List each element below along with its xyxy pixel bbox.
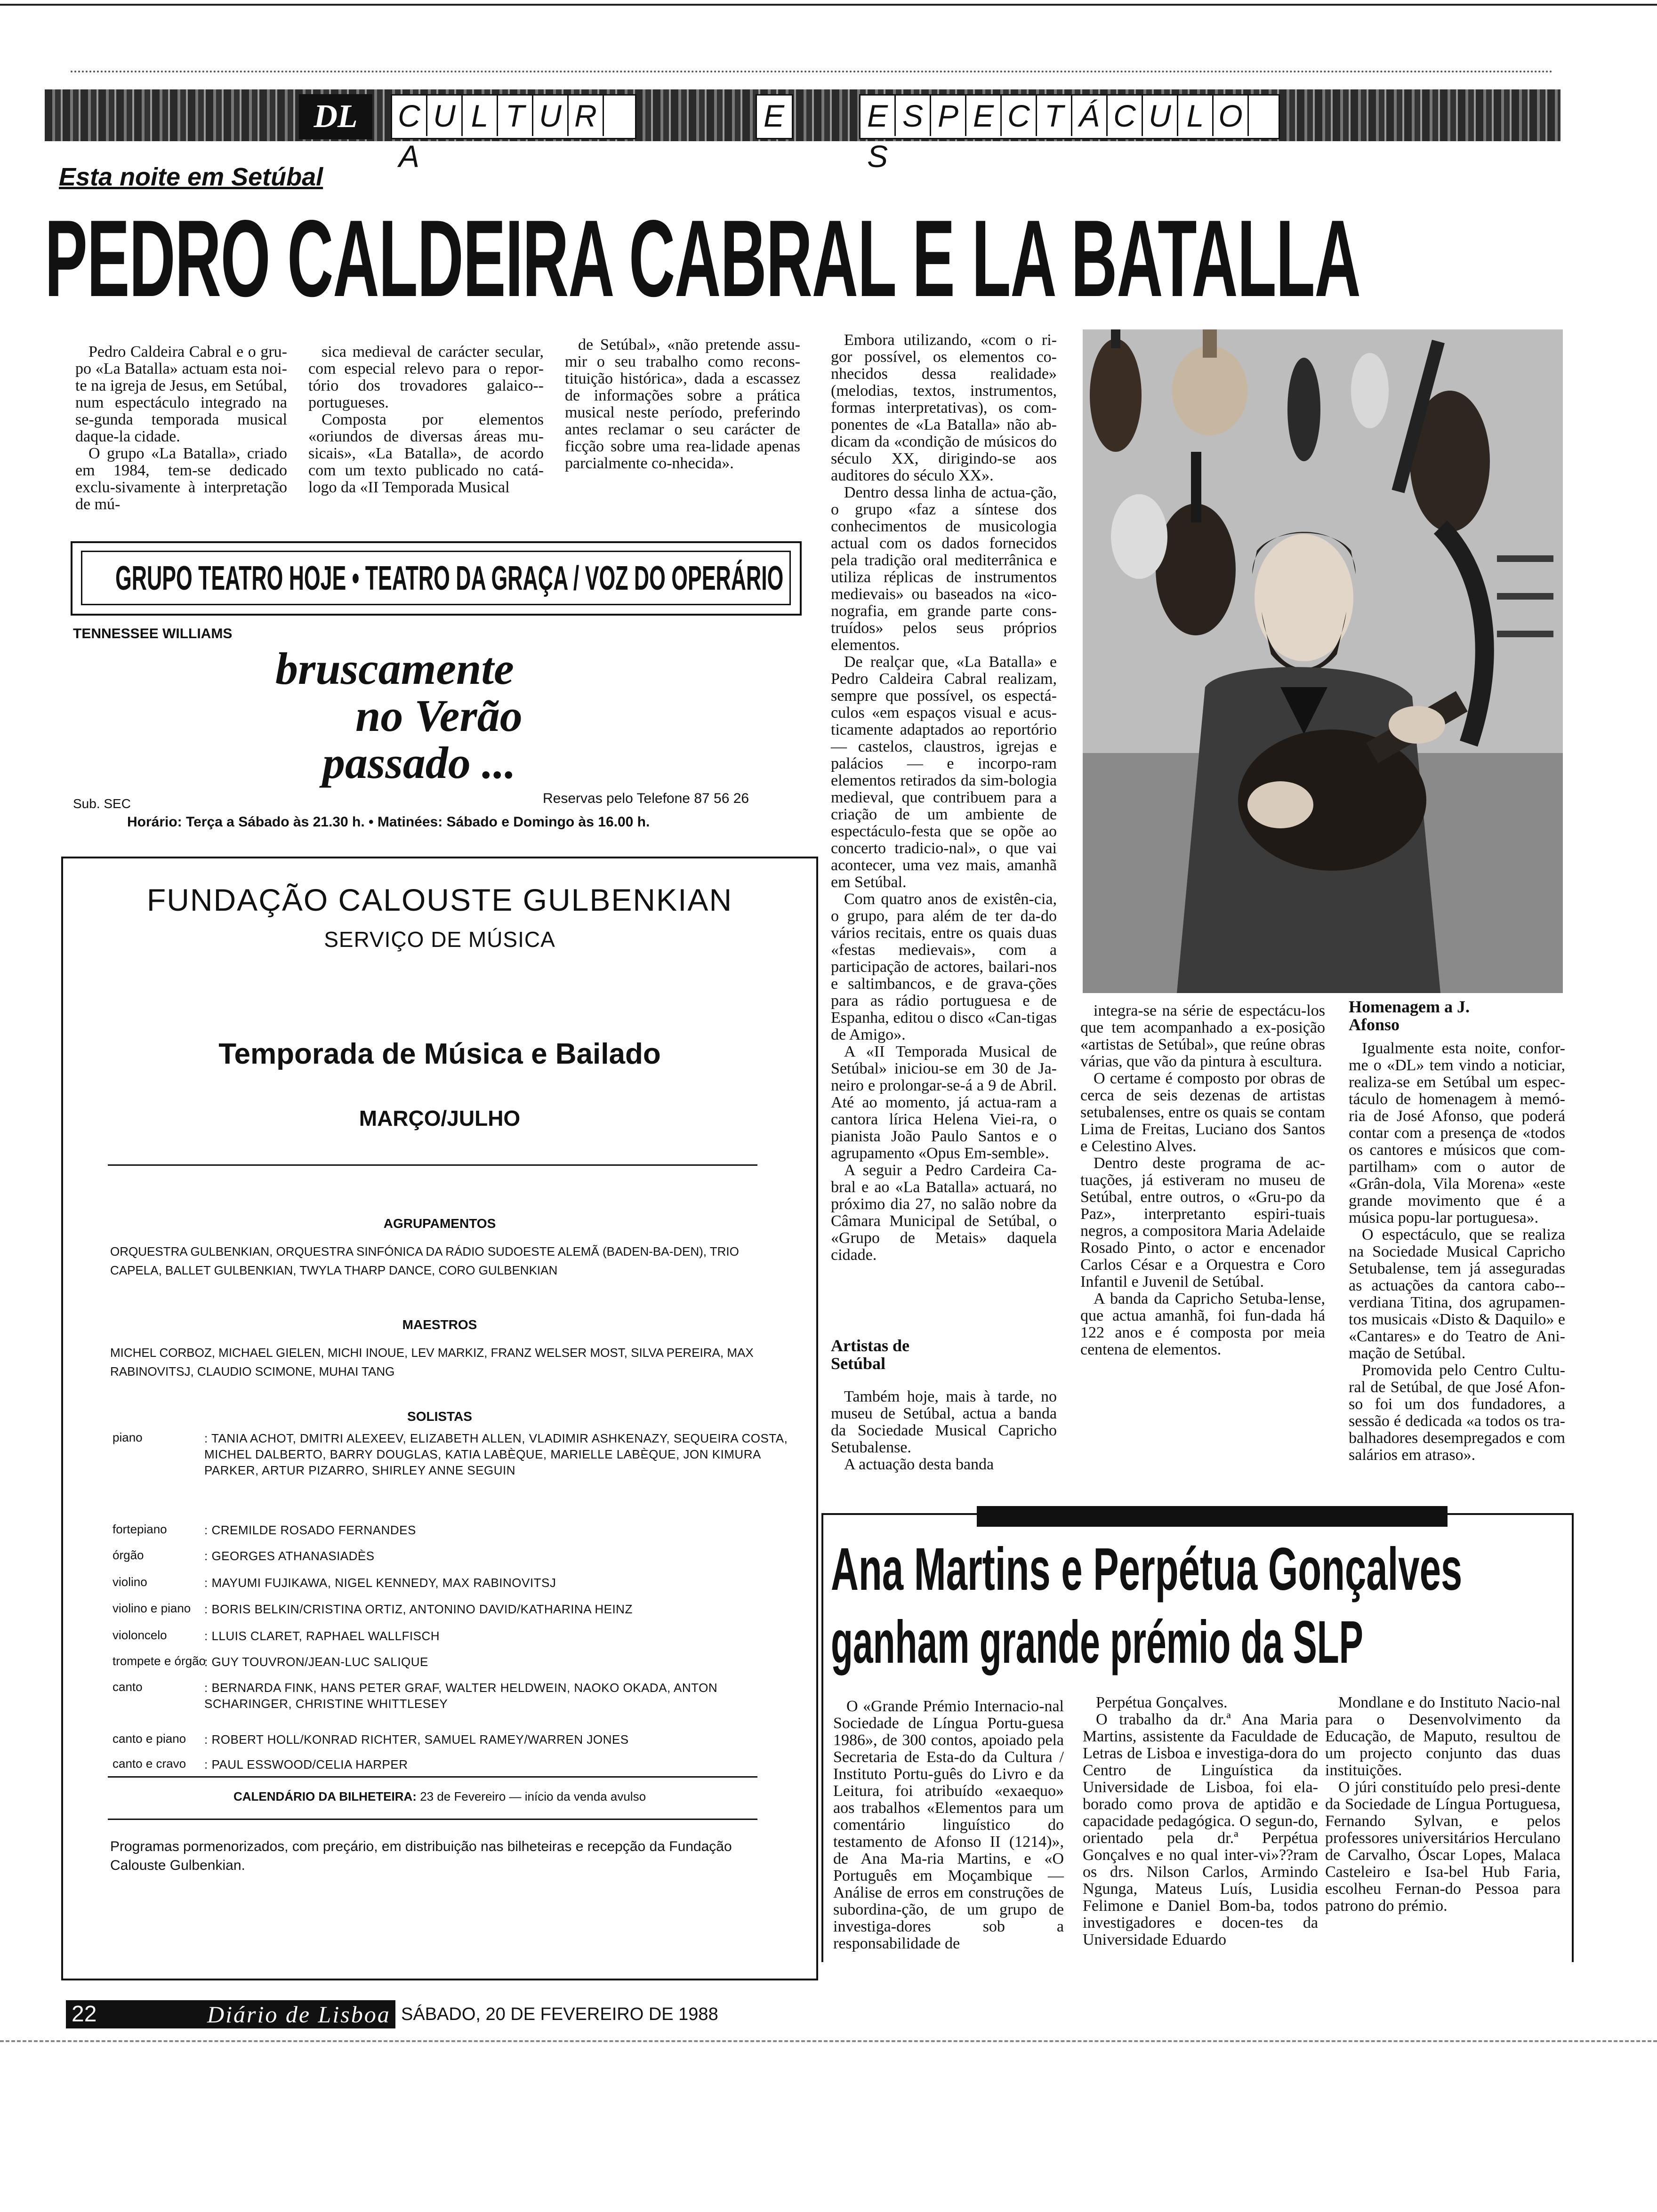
gulbenkian-period: MARÇO/JULHO xyxy=(359,1106,521,1130)
solista-names: : BORIS BELKIN/CRISTINA ORTIZ, ANTONINO DAVID/KATHARINA HEINZ xyxy=(204,1602,633,1616)
ad-teatro-banner-inner xyxy=(81,551,791,605)
solista-names: : MAYUMI FUJIKAWA, NIGEL KENNEDY, MAX RABINOVITSJ xyxy=(204,1576,556,1590)
article1-col4 xyxy=(831,332,1057,1264)
section-letter: C xyxy=(1108,96,1143,136)
paragraph: Dentro deste programa de ac-tuações, já estiveram no museu de Setúbal, entre outros, o «Gru-po da Paz», interpretanto espiri-tuais negros, a compositora Maria Adelaide Rosado Pinto, o actor e encenador Carlos César e a Orquestra e Coro Infantil e Juvenil de Setúbal. xyxy=(1080,1154,1325,1290)
article-kicker: Esta noite em Setúbal xyxy=(59,163,323,191)
article2-headline-2-text: ganham grande prémio da SLP xyxy=(831,1610,1363,1675)
section-letter: E xyxy=(861,96,896,136)
solista-label: piano xyxy=(113,1430,143,1444)
gulbenkian-rule-3 xyxy=(108,1819,757,1820)
ad-teatro-hoje xyxy=(49,518,793,842)
article1-col6 xyxy=(1349,1040,1565,1464)
ad-gulbenkian xyxy=(61,857,818,1980)
article2-col1 xyxy=(833,1698,1064,1952)
article1-col1 xyxy=(75,344,287,513)
paragraph: A seguir a Pedro Cardeira Ca-bral e ao «La Batalla» actuará, no próximo dia 27, no salão nobre da Câmara Municipal de Setúbal, o «Grupo de Metais» daquela cidade. xyxy=(831,1162,1057,1264)
article1-col5 xyxy=(1080,1002,1325,1358)
section-header-band xyxy=(45,89,1560,174)
section-letter: P xyxy=(931,96,966,136)
paragraph: A «II Temporada Musical de Setúbal» iniciou-se em 30 de Ja-neiro e prolongar-se-á a 9 de Abril. Até ao momento, já actua-ram a cantora lírica Helena Viei-ra, o pianista João Paulo Santos e o agrupamento «Opus Em-semble». xyxy=(831,1043,1057,1162)
ad-teatro-sub: Sub. SEC xyxy=(73,796,131,811)
ad-teatro-title-2: no Verão xyxy=(355,690,523,741)
solista-names: : PAUL ESSWOOD/CELIA HARPER xyxy=(204,1757,408,1771)
section-letter: E xyxy=(763,98,785,133)
section-letter: S xyxy=(896,96,931,136)
subhead-artistas: Artistas de Setúbal xyxy=(831,1336,909,1373)
article2-headline-1 xyxy=(831,1537,1570,1603)
section-letter: C xyxy=(1002,96,1037,136)
section-letter: U xyxy=(1143,96,1178,136)
paragraph: Perpétua Gonçalves. xyxy=(1096,1694,1228,1711)
section-letter: T xyxy=(498,96,533,136)
section-letter: L xyxy=(463,96,498,136)
solista-label: fortepiano xyxy=(113,1522,167,1536)
solista-names: : TANIA ACHOT, DMITRI ALEXEEV, ELIZABETH ALLEN, VLADIMIR ASHKENAZY, SEQUEIRA COSTA, MICHEL DALBERTO, BARRY DOUGLAS, KATIA LABÈQUE, MARIELLE LABÈQUE, JON KIMURA PARKER, ARTUR PIZARRO, SHIRLEY ANNE SEGUIN xyxy=(204,1431,788,1477)
paragraph: O júri constituído pelo presi-dente da Sociedade de Língua Portuguesa, Fernando Sylvan, e pelos professores universitários Herculano de Carvalho, Óscar Lopes, Malaca Casteleiro e Isa-bel Hub Faria, escolheu Fernan-do Pessoa para patrono do prémio. xyxy=(1325,1779,1560,1915)
article1-col2 xyxy=(308,344,544,496)
section-word-espectaculos xyxy=(859,94,1280,174)
solista-names: : LLUIS CLARET, RAPHAEL WALLFISCH xyxy=(204,1629,440,1643)
solista-names: : GEORGES ATHANASIADÈS xyxy=(204,1549,375,1563)
musician-photo xyxy=(1083,329,1563,993)
dl-logo xyxy=(299,94,372,139)
solista-label: violino e piano xyxy=(113,1601,191,1615)
paragraph: A banda da Capricho Setuba-lense, que actua amanhã, foi fun-dada há 122 anos e é composta por meia centena de elementos. xyxy=(1080,1290,1325,1358)
bottom-rule xyxy=(0,2040,1657,2042)
top-dotted-rule xyxy=(71,71,1553,72)
top-rule xyxy=(0,4,1657,6)
paragraph: O espectáculo, que se realiza na Sociedade Musical Capricho Setubalense, tem já asseguradas as actuações da cantora cabo--verdiana Titina, dos agrupamen-tos musicais «Disto & Daquilo» e «Cantares» e do Teatro de Ani-mação de Setúbal. xyxy=(1349,1226,1565,1362)
article2-headline-2 xyxy=(831,1610,1570,1675)
solista-label: canto e piano xyxy=(113,1731,186,1746)
calendario-line xyxy=(63,1789,816,1804)
subhead-homenagem: Homenagem a J. Afonso xyxy=(1349,997,1470,1034)
agrupamentos-title: AGRUPAMENTOS xyxy=(383,1216,496,1231)
solista-label: canto xyxy=(113,1680,143,1694)
gulbenkian-rule-1 xyxy=(108,1164,757,1166)
gulbenkian-programas: Programas pormenorizados, com preçário, em distribuição nas bilheteiras e recepção da Fundação Calouste Gulbenkian. xyxy=(110,1839,732,1873)
section-letter: U xyxy=(427,96,463,136)
section-letter: Á xyxy=(1072,96,1108,136)
section-letter: U xyxy=(533,96,569,136)
paragraph: Promovida pelo Centro Cultu-ral de Setúbal, de que José Afon-so foi um dos fundadores, a sessão é dedicada «a todos os tra-balhadores desempregados e com salários em atraso». xyxy=(1349,1362,1565,1464)
section-letter: L xyxy=(1178,96,1214,136)
solista-label: violino xyxy=(113,1575,147,1589)
dl-logo-text: DL xyxy=(314,98,358,135)
paragraph: De realçar que, «La Batalla» e Pedro Caldeira Cabral realizam, sempre que possível, os espectá-culos «em espaços visual e acus-ticamente adaptados ao reportório — castelos, claustros, igrejas e palácios — e incorpo-ram elementos retirados da sim-bologia medieval, que contribuem para a criação de um ambiente de espectáculo-festa que se opõe ao concerto tradicio-nal», o que vai acontecer, uma vez mais, amanhã em Setúbal. xyxy=(831,653,1057,891)
solista-label: trompete e órgão xyxy=(113,1654,206,1668)
paragraph: sica medieval de carácter secular, com especial relevo para o repor-tório dos trovadores galaico--portugueses. xyxy=(308,343,544,411)
ad-teatro-author: TENNESSEE WILLIAMS xyxy=(73,626,233,641)
gulbenkian-service: SERVIÇO DE MÚSICA xyxy=(324,927,555,952)
solista-names: : GUY TOUVRON/JEAN-LUC SALIQUE xyxy=(204,1655,428,1669)
paragraph: O certame é composto por obras de cerca de seis dezenas de artistas setubalenses, entre os quais se contam Lima de Freitas, Luciano dos Santos e Celestino Alves. xyxy=(1080,1070,1325,1155)
calendario-label: CALENDÁRIO DA BILHETEIRA: xyxy=(233,1789,417,1803)
ad-teatro-banner-box xyxy=(71,541,802,616)
section-letter: S xyxy=(867,139,888,174)
paragraph: O «Grande Prémio Internacio-nal Sociedade de Língua Portu-guesa 1986», de 300 contos, apoiado pela Secretaria de Esta-do da Cultura / Instituto Portu-guês do Livro e da Leitura, foi atribuído «exaequo» aos trabalhos «Elementos para um comentário linguístico do testamento de Afonso II (1214)», de Ana Ma-ria Martins, e «O Português em Moçambique — Análise de erros em construções de subordina-ção, de um grupo de investiga-dores sob a responsabilidade de xyxy=(833,1698,1064,1952)
paragraph: Também hoje, mais à tarde, no museu de Setúbal, actua a banda da Sociedade Musical Capricho Setubalense. xyxy=(831,1388,1057,1456)
solista-names: : ROBERT HOLL/KONRAD RICHTER, SAMUEL RAMEY/WARREN JONES xyxy=(204,1732,629,1747)
paragraph: A actuação desta banda xyxy=(844,1456,994,1473)
article2-col2 xyxy=(1083,1694,1318,1948)
article-headline xyxy=(45,198,1565,320)
footer-paper-name: Diário de Lisboa xyxy=(207,2001,391,2028)
section-letter: T xyxy=(1037,96,1072,136)
paragraph: Com quatro anos de existên-cia, o grupo, para além de ter da-do vários recitais, entre os quais duas «festas medievais», com a participação de actores, bailari-nos e saltimbancos, e de grava-ções para as rádio portuguesa e de Espanha, editou o disco «Can-tigas de Amigo». xyxy=(831,890,1057,1043)
section-letter: O xyxy=(1214,96,1249,136)
solista-label: canto e cravo xyxy=(113,1756,186,1771)
section-word-cultura xyxy=(391,94,636,174)
maestros-title: MAESTROS xyxy=(402,1317,477,1332)
section-letter: E xyxy=(966,96,1002,136)
calendario-text: 23 de Fevereiro — início da venda avulso xyxy=(420,1789,646,1803)
paragraph: Pedro Caldeira Cabral e o gru-po «La Batalla» actuam esta noi-te na igreja de Jesus, em Setúbal, num espectáculo integrado na se-gunda temporada musical daque-la cidade. xyxy=(75,343,287,445)
gulbenkian-org: FUNDAÇÃO CALOUSTE GULBENKIAN xyxy=(146,882,733,917)
ad-teatro-reservas: Reservas pelo Telefone 87 56 26 xyxy=(543,791,749,806)
section-letter: C xyxy=(392,96,427,136)
solista-label: órgão xyxy=(113,1548,144,1562)
headline-text: PEDRO CALDEIRA CABRAL E LA BATALLA xyxy=(45,198,1360,320)
article1-col4b xyxy=(831,1388,1057,1473)
paragraph: de Setúbal», «não pretende assu-mir o seu trabalho como recons-tituição histórica», dada a escassez de informações sobre a prática musical neste período, preferindo antes reclamar o seu carácter de ficção sobre uma rea-lidade apenas parcialmente co-nhecida». xyxy=(565,336,800,472)
paragraph: Embora utilizando, «com o ri-gor possível, os elementos co-nhecidos dessa realidade» (melodias, textos, instrumentos, formas interpretativas), os com-ponentes de «La Batalla» não ab-dicam da «condição de músicos do século XX, dirigindo-se aos auditores do século XX». xyxy=(831,331,1057,484)
gulbenkian-rule-2 xyxy=(108,1776,757,1778)
paragraph: Igualmente esta noite, confor-me o «DL» tem vindo a noticiar, realiza-se em Setúbal um espec-táculo de homenagem à memó-ria de José Afonso, que poderá contar com a presença de «todos os cantores e músicos que com-partilham» com o autor de «Grân-dola, Vila Morena» «este grande movimento que é a música popu-lar portuguesa». xyxy=(1349,1040,1565,1226)
section-letter: A xyxy=(398,139,420,174)
solistas-title: SOLISTAS xyxy=(407,1409,472,1424)
footer-date: SÁBADO, 20 DE FEVEREIRO DE 1988 xyxy=(401,2004,718,2024)
page-footer xyxy=(66,2000,772,2028)
musician-photo-illustration xyxy=(1083,329,1563,993)
paragraph: Composta por elementos «oriundos de diversas áreas mu-sicais», «La Batalla», de acordo com um texto publicado no catá-logo da «II Temporada Musical xyxy=(308,411,544,496)
paragraph: O trabalho da dr.ª Ana Maria Martins, assistente da Faculdade de Letras de Lisboa e investiga-dora do Centro de Linguística da Universidade de Lisboa, foi ela-borado como prova de aptidão e capacidade pedagógica. O segun-do, orientado pela dr.ª Perpétua Gonçalves e no qual inter-vi»??ram os drs. Nilson Carlos, Armindo Ngunga, Mateus Luís, Lusidia Felimone e Daniel Bom-ba, todos investigadores e docen-tes da Universidade Eduardo xyxy=(1083,1711,1318,1948)
paragraph: O grupo «La Batalla», criado em 1984, tem-se dedicado exclu-sivamente à interpretação de mú- xyxy=(75,445,287,513)
ad-teatro-title-3: passado ... xyxy=(322,737,516,788)
section-letter: R xyxy=(569,96,604,136)
ad-teatro-title-1: bruscamente xyxy=(275,643,514,694)
paragraph: integra-se na série de espectácu-los que tem acompanhado a ex-posição «artistas de Setúbal», que reúne obras várias, que vão da pintura à escultura. xyxy=(1080,1002,1325,1070)
article2-col3 xyxy=(1325,1694,1560,1915)
section-word-e xyxy=(756,94,793,139)
agrupamentos-list: ORQUESTRA GULBENKIAN, ORQUESTRA SINFÓNICA DA RÁDIO SUDOESTE ALEMÃ (BADEN-BA-DEN), TRIO CAPELA, BALLET GULBENKIAN, TWYLA THARP DANCE, CORO GULBENKIAN xyxy=(110,1244,739,1277)
ad-teatro-horario: Horário: Terça a Sábado às 21.30 h. • Matinées: Sábado e Domingo às 16.00 h. xyxy=(127,814,650,830)
maestros-list: MICHEL CORBOZ, MICHAEL GIELEN, MICHI INOUE, LEV MARKIZ, FRANZ WELSER MOST, SILVA PEREIRA, MAX RABINOVITSJ, CLAUDIO SCIMONE, MUHAI TANG xyxy=(110,1346,754,1378)
gulbenkian-season: Temporada de Música e Bailado xyxy=(218,1038,661,1070)
solista-names: : CREMILDE ROSADO FERNANDES xyxy=(204,1523,416,1537)
article1-col3 xyxy=(565,337,800,472)
solista-label: violoncelo xyxy=(113,1628,167,1642)
footer-page-number: 22 xyxy=(72,2002,97,2027)
article2-headline-1-text: Ana Martins e Perpétua Gonçalves xyxy=(831,1537,1463,1603)
paragraph: Dentro dessa linha de actua-ção, o grupo «faz a síntese dos conhecimentos de musicologia actual com os dados fornecidos pela tradição oral mediterrânica e utiliza réplicas de instrumentos medievais» ou baseados na «ico-nografia, em grande parte cons-truídos» pelos seus próprios elementos. xyxy=(831,484,1057,654)
paragraph: Mondlane e do Instituto Nacio-nal para o Desenvolvimento da Educação, de Maputo, resultou de um projecto conjunto das duas instituições. xyxy=(1325,1694,1560,1779)
solista-names: : BERNARDA FINK, HANS PETER GRAF, WALTER HELDWEIN, NAOKO OKADA, ANTON SCHARINGER, CHRISTINE WHITTLESEY xyxy=(204,1681,718,1711)
ad-teatro-banner-text: GRUPO TEATRO HOJE • TEATRO DA GRAÇA / VOZ DO OPERÁRIO xyxy=(115,560,784,597)
